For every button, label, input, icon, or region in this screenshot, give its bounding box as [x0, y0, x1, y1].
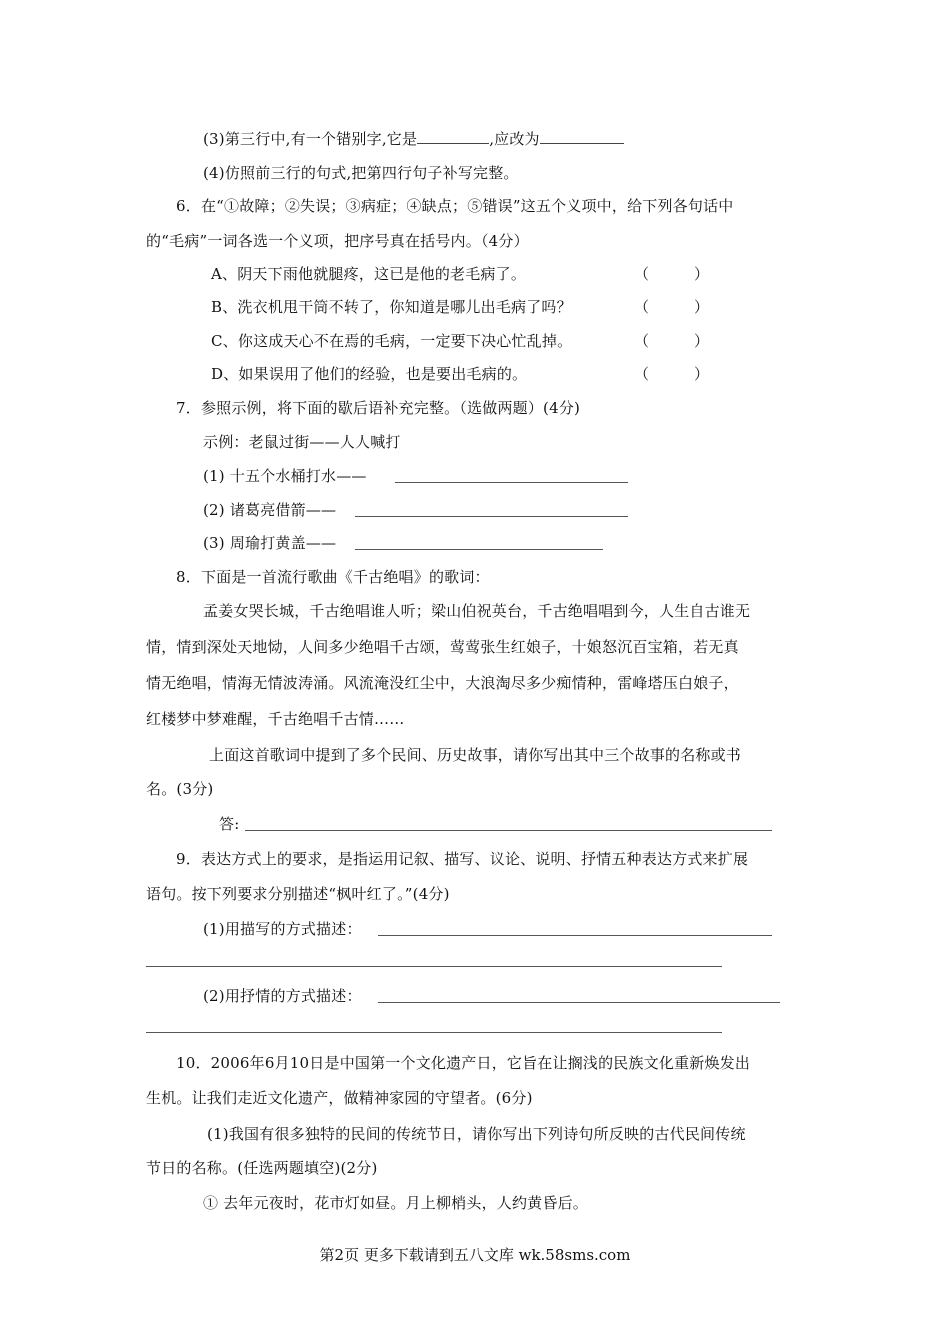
q8-lyrics-line-2: 情，情到深处天地恸，人间多少绝唱千古颂，莺莺张生红娘子，十娘怒沉百宝箱，若无真	[146, 638, 739, 656]
q8-prompt-line-2: 名。(3分)	[146, 780, 214, 798]
q5-sub3	[203, 129, 624, 149]
q5-sub3-text-a: (3)第三行中,有一个错别字,它是	[203, 130, 418, 148]
q9-line2: 语句。按下列要求分别描述“枫叶红了。”(4分)	[146, 885, 450, 903]
q6-item-a: A、阴天下雨他就腿疼，这已是他的老毛病了。	[211, 265, 527, 283]
q5-sub3-text-b: ,应改为	[489, 130, 540, 148]
q9-line1: 9．表达方式上的要求，是指运用记叙、描写、议论、说明、抒情五种表达方式来扩展	[176, 850, 749, 868]
q6-item-b-answer-slot[interactable]	[652, 295, 692, 317]
q6-item-a-paren-open: （	[634, 265, 650, 283]
q6-item-d-paren-open: （	[634, 365, 650, 383]
q7-example: 示例：老鼠过街——人人喊打	[203, 433, 401, 451]
q7-item-2	[203, 500, 336, 520]
q7-title: 7．参照示例，将下面的歇后语补充完整。（选做两题）(4分)	[176, 399, 581, 417]
q6-item-d: D、如果误用了他们的经验，也是要出毛病的。	[211, 365, 528, 383]
q8-lyrics-line-1: 孟姜女哭长城，千古绝唱谁人听；梁山伯祝英台，千古绝唱唱到今，人生自古谁无	[203, 602, 751, 620]
q6-item-c: C、你这成天心不在焉的毛病，一定要下决心忙乱掉。	[211, 332, 573, 350]
q10-line2: 生机。让我们走近文化遗产，做精神家园的守望者。(6分)	[146, 1089, 533, 1107]
q6-item-a-answer-slot[interactable]	[652, 262, 692, 284]
q7-item-2-text: (2) 诸葛亮借箭——	[203, 501, 337, 519]
q5-sub4: (4)仿照前三行的句式,把第四行句子补写完整。	[203, 164, 519, 182]
q10-line1: 10．2006年6月10日是中国第一个文化遗产日，它旨在让搁浅的民族文化重新焕发出	[176, 1054, 751, 1072]
q7-item-1-text: (1) 十五个水桶打水——	[203, 467, 367, 485]
q8-answer-label: 答:	[219, 815, 240, 833]
q10-sub1-line2: 节日的名称。(任选两题填空)(2分)	[146, 1159, 378, 1177]
q9-sub2-answer-line-1[interactable]	[378, 1002, 780, 1003]
q6-item-b: B、洗衣机甩干筒不转了，你知道是哪儿出毛病了吗？	[211, 298, 572, 316]
q8-prompt-line-1: 上面这首歌词中提到了多个民间、历史故事，请你写出其中三个故事的名称或书	[209, 746, 742, 764]
q9-sub1: (1)用描写的方式描述：	[203, 920, 362, 938]
q6-item-b-paren-close: ）	[694, 298, 710, 316]
page-footer: 第2页 更多下载请到五八文库 wk.58sms.com	[319, 1246, 631, 1264]
q6-item-d-answer-slot[interactable]	[652, 362, 692, 384]
q9-sub2-answer-line-2[interactable]	[146, 1032, 722, 1033]
q8-lyrics-line-4: 红楼梦中梦难醒，千古绝唱千古情……	[146, 710, 405, 728]
q6-item-c-paren-open: （	[634, 332, 650, 350]
q9-sub2: (2)用抒情的方式描述：	[203, 987, 362, 1005]
q6-item-a-paren-close: ）	[694, 265, 710, 283]
q6-item-c-paren-close: ）	[694, 332, 710, 350]
q10-sub1-line1: (1)我国有很多独特的民间的传统节日，请你写出下列诗句所反映的古代民间传统	[207, 1125, 746, 1143]
q10-poem-1: ① 去年元夜时，花市灯如昼。月上柳梢头，人约黄昏后。	[203, 1194, 588, 1212]
q7-item-3-answer-line[interactable]	[355, 549, 603, 550]
q6-item-b-paren-open: （	[634, 298, 650, 316]
q7-item-3	[203, 533, 336, 553]
q9-sub1-answer-line-1[interactable]	[378, 935, 772, 936]
q7-item-2-answer-line[interactable]	[355, 516, 628, 517]
q7-item-1	[203, 466, 367, 486]
q7-item-1-answer-line[interactable]	[395, 482, 628, 483]
q6-item-c-answer-slot[interactable]	[652, 329, 692, 351]
q6-item-d-paren-close: ）	[694, 365, 710, 383]
q8-lyrics-line-3: 情无绝唱，情海无情波涛涌。风流淹没红尘中，大浪淘尽多少痴情种，雷峰塔压白娘子，	[146, 674, 739, 692]
q5-sub3-blank-2[interactable]	[540, 129, 624, 144]
q9-sub1-answer-line-2[interactable]	[146, 966, 722, 967]
q6-line2: 的“毛病”一词各选一个义项，把序号真在括号内。（4分）	[146, 232, 529, 250]
q6-line1: 6．在“①故障；②失误；③病症；④缺点；⑤错误”这五个义项中，给下列各句话中	[176, 197, 734, 215]
q8-answer-line[interactable]	[245, 830, 772, 831]
q5-sub3-blank-1[interactable]	[417, 129, 489, 144]
q7-item-3-text: (3) 周瑜打黄盖——	[203, 534, 337, 552]
q8-title: 8．下面是一首流行歌曲《千古绝唱》的歌词：	[176, 568, 490, 586]
